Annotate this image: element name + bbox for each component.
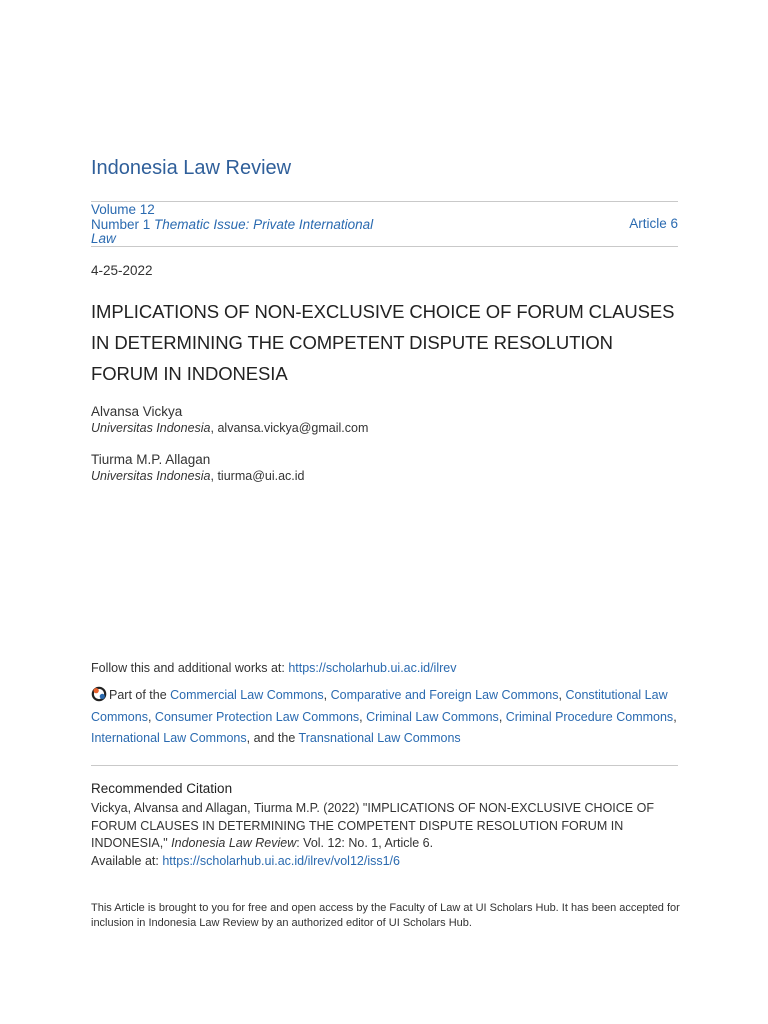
author-name: Tiurma M.P. Allagan [91,452,211,467]
issue-volume-link[interactable]: Volume 12 [91,202,155,217]
author-email: , alvansa.vickya@gmail.com [210,421,369,435]
available-at-label: Available at: [91,853,163,868]
repository-link[interactable]: https://scholarhub.ui.ac.id/ilrev [288,661,457,675]
author-name: Alvansa Vickya [91,404,183,419]
separator: , [498,709,506,724]
section-divider [91,765,678,766]
separator: , [558,688,566,702]
separator: , [147,709,155,724]
publication-date: 4-25-2022 [91,263,153,278]
access-notice: This Article is brought to you for free and open access by the Faculty of Law at UI Scholars Hub. It has been accepted for inclusion in Indonesia Law Review by an authorized editor of UI Scholars Hub. [91,902,680,929]
bepress-commons-network-icon [91,686,107,702]
journal-title[interactable]: Indonesia Law Review [91,157,292,179]
commons-link-criminal-procedure[interactable]: Criminal Procedure Commons [505,709,674,724]
commons-link-commercial[interactable]: Commercial Law Commons [170,688,324,702]
citation-journal: Indonesia Law Review [171,836,297,850]
separator: , [359,709,367,724]
article-number-link[interactable]: Article 6 [629,216,678,231]
author-1 [91,403,368,437]
follow-line [91,661,456,675]
issue-number-link[interactable]: Number 1 [91,216,151,232]
separator: , [323,688,331,702]
citation-volume: : Vol. 12: No. 1, Article 6. [296,836,434,850]
article-title: IMPLICATIONS OF NON-EXCLUSIVE CHOICE OF FORUM CLAUSES IN DETERMINING THE COMPETENT DISPUTE RESOLUTION FORUM IN INDONESIA [91,301,675,384]
part-of-label: Part of the [109,688,171,702]
citation-body: Vickya, Alvansa and Allagan, Tiurma M.P. (2022) "IMPLICATIONS OF NON-EXCLUSIVE CHOICE OF FORUM CLAUSES IN DETERMINING THE COMPETENT DISPUTE RESOLUTION FORUM IN INDONESIA," [91,801,654,850]
commons-link-transnational[interactable]: Transnational Law Commons [298,731,461,745]
commons-link-consumer-protection[interactable]: Consumer Protection Law Commons [154,709,360,724]
recommended-citation-heading: Recommended Citation [91,781,233,796]
author-institution: Universitas Indonesia [91,469,211,483]
author-institution: Universitas Indonesia [91,421,211,435]
author-email: , tiurma@ui.ac.id [210,469,305,483]
issue-info [91,201,678,247]
recommended-citation-text [91,800,681,870]
author-affiliation [91,420,368,437]
follow-label: Follow this and additional works at: [91,661,289,675]
issue-volume-number [91,203,391,247]
author-2 [91,451,305,485]
separator: , [673,709,677,724]
commons-link-criminal[interactable]: Criminal Law Commons [366,709,499,724]
part-of-commons [91,685,681,750]
citation-url-link[interactable]: https://scholarhub.ui.ac.id/ilrev/vol12/iss1/6 [162,853,400,868]
and-the-label: , and the [246,731,299,745]
commons-link-constitutional[interactable]: Constitutional Law Commons [91,688,668,724]
thematic-issue-link[interactable]: Thematic Issue: Private International Law [91,216,374,246]
author-affiliation [91,468,305,485]
commons-link-comparative[interactable]: Comparative and Foreign Law Commons [330,688,559,702]
commons-link-international[interactable]: International Law Commons [91,731,247,745]
